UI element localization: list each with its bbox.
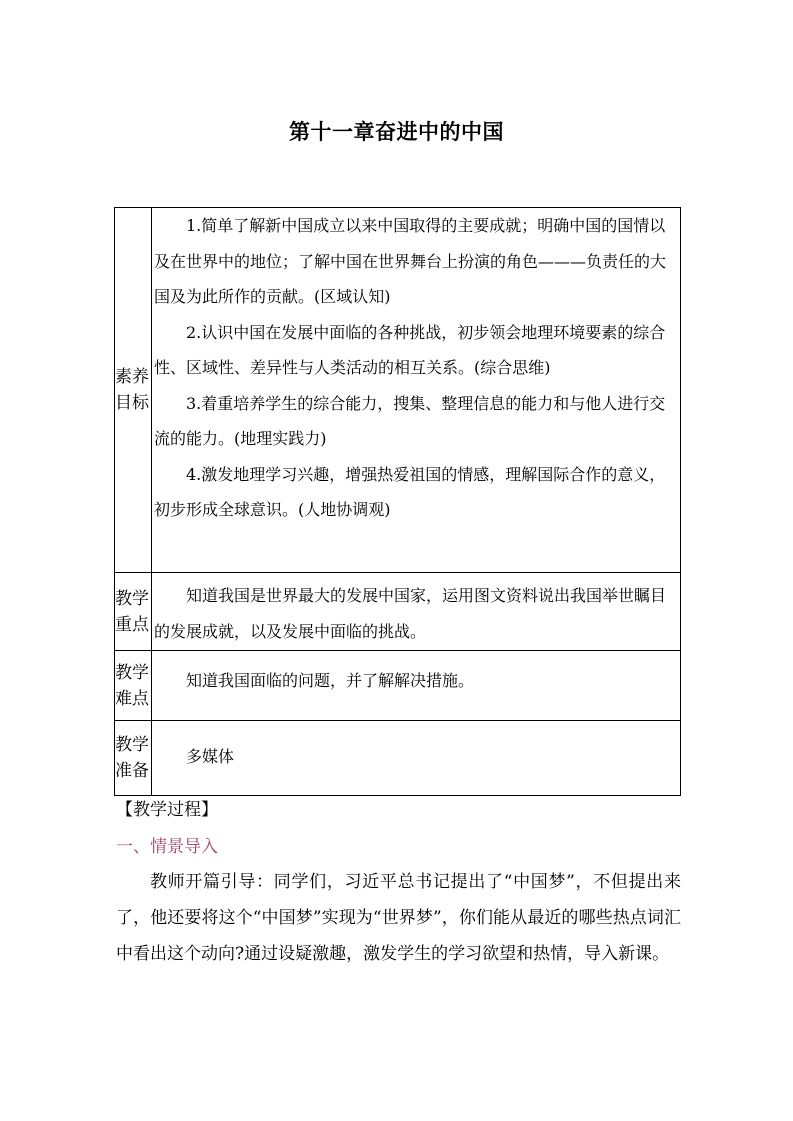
goals-label-line2: 目标 bbox=[115, 393, 149, 413]
difficulty-row bbox=[115, 651, 681, 721]
goals-label bbox=[115, 208, 152, 573]
key-label-line2: 重点 bbox=[115, 614, 149, 635]
difficulty-text: 知道我国面临的问题，并了解解决措施。 bbox=[186, 671, 475, 690]
difficulty-label bbox=[115, 651, 152, 721]
goals-content bbox=[152, 208, 681, 573]
preparation-label bbox=[115, 721, 152, 796]
preparation-row bbox=[115, 721, 681, 796]
difficulty-content bbox=[152, 651, 681, 721]
goal-item-4: 4.激发地理学习兴趣，增强热爱祖国的情感，理解国际合作的意义，初步形成全球意识。(人地协调观) bbox=[154, 464, 666, 519]
page-title: 第十一章奋进中的中国 bbox=[289, 120, 504, 144]
prep-label-line2: 准备 bbox=[115, 761, 149, 781]
prep-label-line1: 教学 bbox=[115, 735, 149, 755]
preparation-content bbox=[152, 721, 681, 796]
diff-label-line2: 难点 bbox=[115, 688, 149, 709]
diff-label-line1: 教学 bbox=[115, 662, 149, 683]
process-heading: 【教学过程】 bbox=[116, 800, 218, 820]
key-points-row bbox=[115, 573, 681, 651]
goal-item-2: 2.认识中国在发展中面临的各种挑战，初步领会地理环境要素的综合性、区域性、差异性与人类活动的相互关系。(综合思维) bbox=[154, 322, 666, 377]
goals-label-line1: 素养 bbox=[115, 367, 149, 387]
section-heading-intro: 一、情景导入 bbox=[116, 837, 218, 857]
goal-item-1: 1.简单了解新中国成立以来中国取得的主要成就；明确中国的国情以及在世界中的地位；了解中国在世界舞台上扮演的角色———负责任的大国及为此所作的贡献。(区域认知) bbox=[154, 216, 667, 306]
key-points-content bbox=[152, 573, 681, 651]
lesson-plan-table bbox=[114, 207, 681, 796]
intro-paragraph: 教师开篇引导：同学们，习近平总书记提出了“中国梦”，不但提出来了，他还要将这个“中国梦”实现为“世界梦”，你们能从最近的哪些热点词汇中看出这个动向?通过设疑激趣，激发学生的学习欲望和热情，导入新课。 bbox=[116, 872, 681, 964]
key-points-label bbox=[115, 573, 152, 651]
goal-item-3: 3.着重培养学生的综合能力，搜集、整理信息的能力和与他人进行交流的能力。(地理实践力) bbox=[154, 393, 666, 448]
preparation-text: 多媒体 bbox=[186, 747, 235, 766]
key-label-line1: 教学 bbox=[115, 588, 149, 609]
key-points-text: 知道我国是世界最大的发展中国家，运用图文资料说出我国举世瞩目的发展成就，以及发展中面临的挑战。 bbox=[154, 586, 667, 641]
goals-row bbox=[115, 208, 681, 573]
